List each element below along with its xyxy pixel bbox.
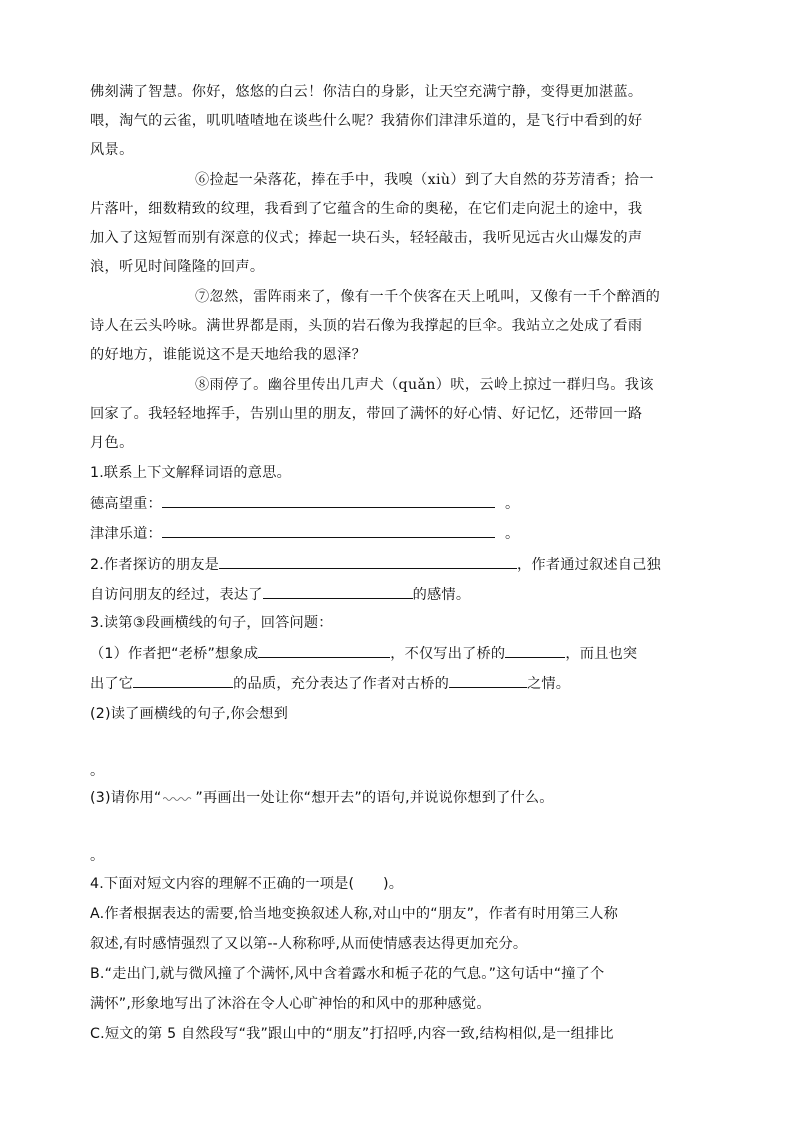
paragraph-8-line: 回家了。我轻轻地挥手，告别山里的朋友，带回了满怀的好心情、好记忆，还带回一路 bbox=[90, 406, 643, 422]
question-text: 2.作者探访的朋友是 bbox=[90, 557, 220, 573]
option-c-line: C.短文的第 5 自然段写“我”跟山中的“朋友”打招呼,内容一致,结构相似,是一组排比 bbox=[90, 1026, 614, 1042]
question-text: 的品质，充分表达了作者对古桥的 bbox=[233, 676, 449, 692]
question-text: 之情。 bbox=[527, 676, 571, 692]
paragraph-7-line: ⑦忽然，雷阵雨来了，像有一千个侠客在天上吼叫，又像有一千个醉酒的 bbox=[195, 289, 661, 305]
option-a-line: A.作者根据表达的需要,恰当地变换叙述人称,对山中的“朋友”，作者有时用第三人称 bbox=[90, 906, 619, 922]
answer-blank[interactable] bbox=[162, 523, 495, 538]
answer-blank[interactable] bbox=[505, 643, 565, 658]
paragraph-8-line: 月色。 bbox=[90, 435, 134, 451]
period: 。 bbox=[90, 763, 105, 779]
question-3-1-line-1 bbox=[90, 643, 637, 664]
paragraph-7-line: 的好地方，谁能说这不是天地给我的恩泽？ bbox=[90, 347, 367, 363]
answer-blank[interactable] bbox=[219, 554, 517, 569]
paragraph-6-line: 片落叶，细数精致的纹理，我看到了它蕴含的生命的奥秘，在它们走向泥土的途中，我 bbox=[90, 201, 643, 217]
question-text: ”再画出一处让你“想开去”的语句,并说说你想到了什么。 bbox=[195, 790, 554, 806]
question-4-title: 4.下面对短文内容的理解不正确的一项是( )。 bbox=[90, 876, 404, 892]
wavy-underline-icon bbox=[161, 788, 195, 802]
question-text: 出了它 bbox=[90, 676, 134, 692]
answer-blank[interactable] bbox=[162, 493, 495, 508]
paragraph-6-line: 浪，听见时间隆隆的回声。 bbox=[90, 259, 265, 275]
answer-blank[interactable] bbox=[133, 673, 233, 688]
question-3-1-line-2 bbox=[90, 673, 570, 694]
option-b-line: 满怀”,形象地写出了沐浴在令人心旷神怡的和风中的那种感觉。 bbox=[90, 996, 491, 1012]
question-1a bbox=[90, 493, 519, 514]
question-text: ，作者通过叙述自己独 bbox=[517, 557, 661, 573]
question-text: (3)请你用“ bbox=[90, 790, 162, 806]
period: 。 bbox=[504, 526, 520, 542]
passage-line: 风景。 bbox=[90, 142, 134, 158]
paragraph-7-line: 诗人在云头吟咏。满世界都是雨，头顶的岩石像为我撑起的巨伞。我站立之处成了看雨 bbox=[90, 318, 643, 334]
question-2-line-1 bbox=[90, 554, 661, 575]
option-a-line: 叙述,有时感情强烈了又以第--人称称呼,从而使情感表达得更加充分。 bbox=[90, 936, 528, 952]
question-3-title: 3.读第③段画横线的句子，回答问题： bbox=[90, 615, 333, 631]
question-1b bbox=[90, 523, 519, 544]
passage-line: 佛刻满了智慧。你好，悠悠的白云！你洁白的身影，让天空充满宁静，变得更加湛蓝。 bbox=[90, 84, 643, 100]
question-text: 自访问朋友的经过，表达了 bbox=[90, 587, 263, 603]
question-3-2: (2)读了画横线的句子,你会想到 bbox=[90, 706, 289, 722]
question-2-line-2 bbox=[90, 584, 470, 605]
question-text: ，不仅写出了桥的 bbox=[390, 646, 506, 662]
passage-line: 喂，淘气的云雀，叽叽喳喳地在谈些什么呢？我猜你们津津乐道的，是飞行中看到的好 bbox=[90, 113, 643, 129]
paragraph-6-line: ⑥捡起一朵落花，捧在手中，我嗅（xiù）到了大自然的芬芳清香；拾一 bbox=[195, 172, 654, 188]
period: 。 bbox=[90, 848, 105, 864]
answer-blank[interactable] bbox=[258, 643, 390, 658]
answer-blank[interactable] bbox=[263, 584, 413, 599]
answer-blank[interactable] bbox=[449, 673, 527, 688]
question-1-title: 1.联系上下文解释词语的意思。 bbox=[90, 465, 291, 481]
paragraph-6-line: 加入了这短暂而别有深意的仪式；捧起一块石头，轻轻敲击，我听见远古火山爆发的声 bbox=[90, 230, 643, 246]
question-text: 的感情。 bbox=[412, 587, 471, 603]
option-b-line: B.“走出门,就与微风撞了个满怀,风中含着露水和栀子花的气息。”这句话中“撞了个 bbox=[90, 966, 605, 982]
question-3-3 bbox=[90, 788, 554, 808]
question-text: （1）作者把“老桥”想象成 bbox=[90, 646, 259, 662]
paragraph-8-line: ⑧雨停了。幽谷里传出几声犬（quǎn）吠，云岭上掠过一群归鸟。我该 bbox=[195, 377, 654, 393]
term-label: 津津乐道： bbox=[90, 526, 162, 542]
term-label: 德高望重： bbox=[90, 496, 162, 512]
period: 。 bbox=[504, 496, 520, 512]
question-text: ，而且也突 bbox=[565, 646, 638, 662]
